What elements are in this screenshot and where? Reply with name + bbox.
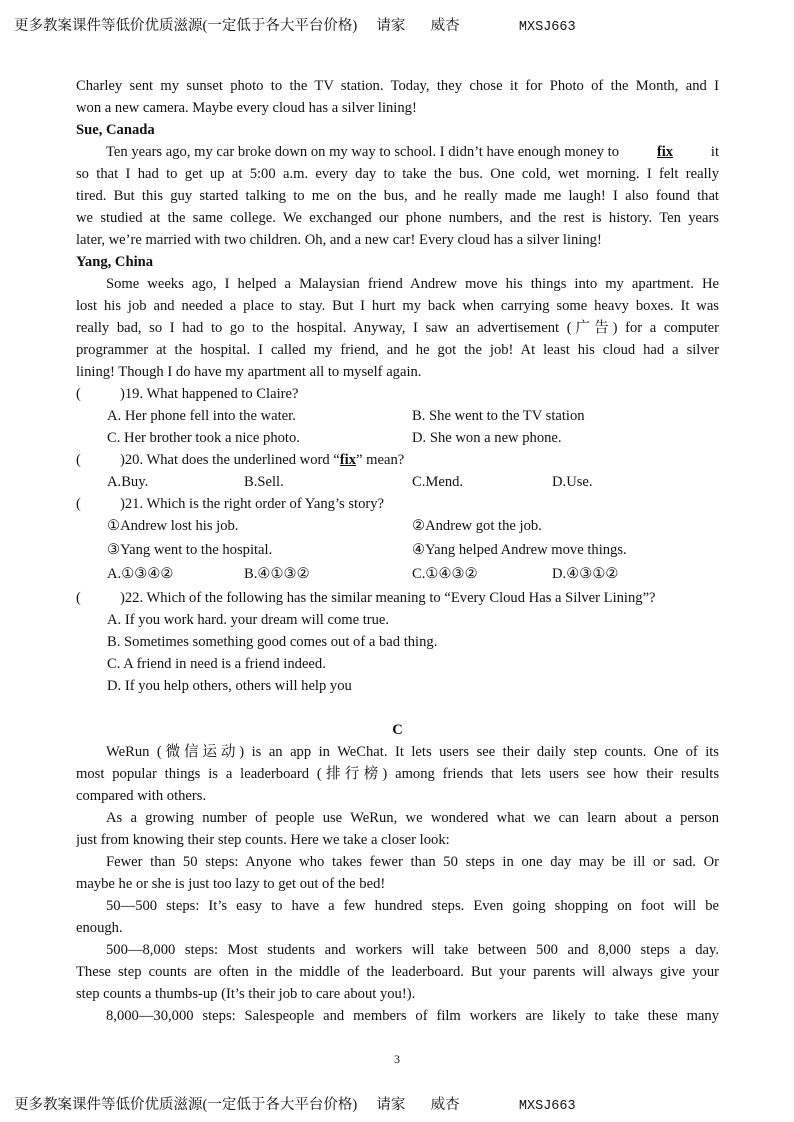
page-content (76, 75, 719, 1027)
answer-blank[interactable]: ( (76, 590, 81, 606)
option-b: B.④①③② (244, 566, 310, 582)
text-line: Some weeks ago, I helped a Malaysian friend Andrew move his things into my apartment. He (106, 276, 719, 292)
question-stem: )21. Which is the right order of Yang’s story? (120, 496, 385, 512)
text-fragment: it (710, 144, 719, 160)
section-heading-yang: Yang, China (76, 254, 154, 270)
option-a: A.①③④② (107, 566, 174, 582)
footer-contact-label: 请家 (376, 1097, 406, 1113)
footer-text: 更多教案课件等低价优质滋源(一定低于各大平台价格) (14, 1097, 358, 1113)
option-c: C.Mend. (412, 474, 464, 490)
question-stem: ” mean? (356, 452, 405, 468)
option-a: A. Her phone fell into the water. (107, 408, 296, 424)
answer-blank[interactable]: ( (76, 496, 81, 512)
question-stem: )19. What happened to Claire? (120, 386, 299, 402)
question-stem: )22. Which of the following has the similar meaning to “Every Cloud Has a Silver Lining”? (120, 590, 656, 606)
text-line: Charley sent my sunset photo to the TV station. Today, they chose it for Photo of the Month, and I (76, 78, 719, 94)
option-b: B. She went to the TV station (412, 408, 585, 424)
option-d: D. If you help others, others will help you (107, 678, 352, 694)
text-line: won a new camera. Maybe every cloud has a silver lining! (76, 100, 417, 116)
underlined-word-fix: fix (656, 144, 674, 160)
text-line: really bad, so I had to go to the hospital. Anyway, I saw an advertisement (广告) for a computer (76, 320, 719, 336)
text-line: maybe he or she is just too lazy to get out of the bed! (76, 876, 386, 892)
option-b: B. Sometimes something good comes out of a bad thing. (107, 634, 438, 650)
text-line: 500—8,000 steps: Most students and workers will take between 500 and 8,000 steps a day. (106, 942, 719, 958)
text-line: Fewer than 50 steps: Anyone who takes fewer than 50 steps in one day may be ill or sad. Or (106, 854, 719, 870)
option-c: C.①④③② (412, 566, 478, 582)
header-code: MXSJ663 (518, 20, 576, 35)
text-line (76, 141, 719, 163)
page-number: 3 (394, 1052, 400, 1066)
text-line: programmer at the hospital. I called my friend, and he got the job! At least his cloud had a silver (76, 342, 719, 358)
events-row (76, 515, 719, 539)
answer-blank[interactable]: ( (76, 386, 81, 402)
answer-blank[interactable]: ( (76, 452, 81, 468)
option-c: C. A friend in need is a friend indeed. (107, 656, 326, 672)
options-row (76, 427, 719, 449)
option-d: D.Use. (552, 474, 593, 490)
text-line: These step counts are often in the middle of the leaderboard. But your parents will always give your (76, 964, 719, 980)
event-2: ②Andrew got the job. (412, 518, 542, 534)
header-contact-label: 请家 (376, 18, 406, 34)
header-text: 更多教案课件等低价优质滋源(一定低于各大平台价格) (14, 18, 358, 34)
text-line: enough. (76, 920, 123, 936)
text-line: step counts a thumbs-up (It’s their job to care about you!). (76, 986, 416, 1002)
footer-code: MXSJ663 (518, 1099, 576, 1114)
option-b: B.Sell. (244, 474, 284, 490)
events-row (76, 539, 719, 563)
text-line: 8,000—30,000 steps: Salespeople and members of film workers are likely to take these many (106, 1008, 719, 1024)
header-contact-name: 威杏 (430, 18, 460, 34)
text-line: As a growing number of people use WeRun, we wondered what we can learn about a person (106, 810, 719, 826)
text-line: we studied at the same college. We exchanged our phone numbers, and the rest is history. Ten years (76, 210, 719, 226)
options-row (76, 405, 719, 427)
footer-contact-name: 威杏 (430, 1097, 460, 1113)
page-header (14, 14, 576, 35)
options-row (76, 563, 719, 587)
event-3: ③Yang went to the hospital. (107, 542, 273, 558)
text-line: just from knowing their step counts. Here we take a closer look: (76, 832, 450, 848)
text-line: tired. But this guy started talking to me on the bus, and he really made me laugh! I also found that (76, 188, 719, 204)
page-footer (14, 1093, 576, 1114)
option-d: D. She won a new phone. (412, 430, 562, 446)
options-row (76, 471, 719, 493)
option-c: C. Her brother took a nice photo. (107, 430, 300, 446)
text-line: lining! Though I do have my apartment all to myself again. (76, 364, 422, 380)
question-19 (76, 383, 719, 405)
option-a: A.Buy. (107, 474, 149, 490)
question-stem: )20. What does the underlined word “ (120, 452, 340, 468)
text-line: 50—500 steps: It’s easy to have a few hundred steps. Even going shopping on foot will be (106, 898, 719, 914)
event-4: ④Yang helped Andrew move things. (412, 542, 627, 558)
question-22 (76, 587, 719, 609)
text-line: WeRun (微信运动) is an app in WeChat. It lets users see their daily step counts. One of its (106, 744, 719, 760)
text-line: lost his job and needed a place to stay. But I hurt my back when carrying some heavy boxes. It was (76, 298, 719, 314)
text-line: most popular things is a leaderboard (排行榜) among friends that lets users see how their results (76, 766, 719, 782)
text-line: so that I had to get up at 5:00 a.m. every day to take the bus. One cold, wet morning. I felt really (76, 166, 719, 182)
event-1: ①Andrew lost his job. (107, 518, 239, 534)
text-line: compared with others. (76, 788, 207, 804)
text-fragment: Ten years ago, my car broke down on my way to school. I didn’t have enough money to (106, 144, 620, 160)
section-heading-sue: Sue, Canada (76, 122, 155, 138)
option-d: D.④③①② (552, 566, 619, 582)
text-line: later, we’re married with two children. Oh, and a new car! Every cloud has a silver lining! (76, 232, 602, 248)
question-21 (76, 493, 719, 515)
underlined-word-fix: fix (339, 452, 357, 468)
section-title-c: C (392, 722, 403, 738)
question-20 (76, 449, 719, 471)
option-a: A. If you work hard. your dream will come true. (107, 612, 390, 628)
